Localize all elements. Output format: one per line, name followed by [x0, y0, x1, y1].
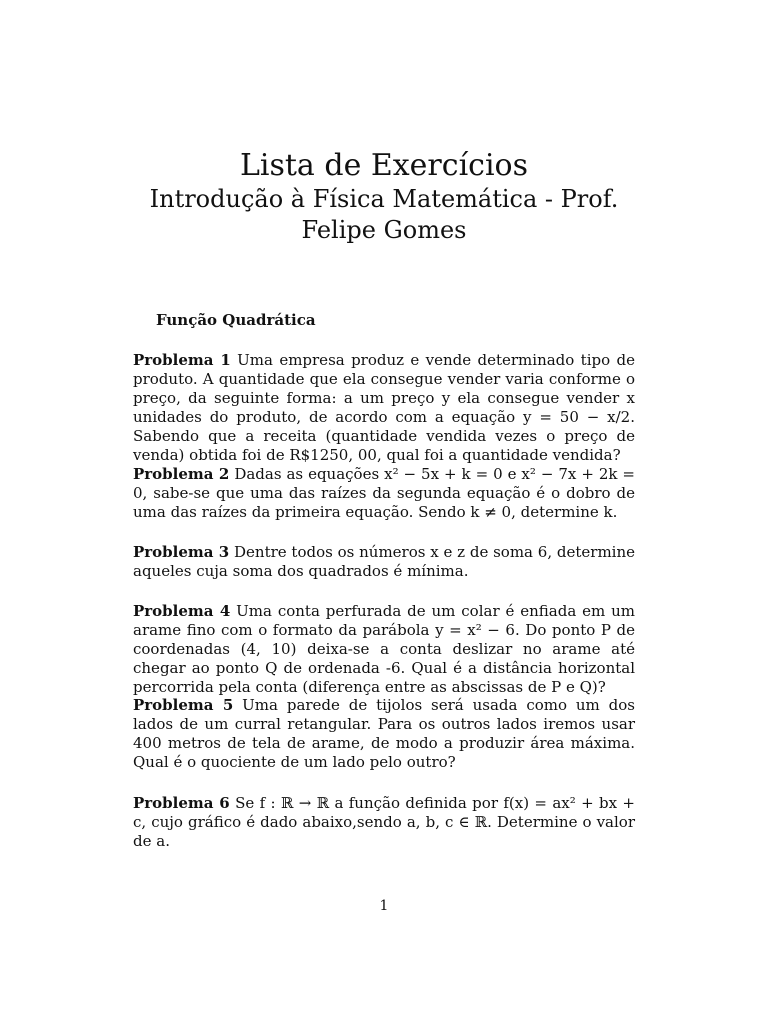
problem-3	[133, 543, 635, 581]
problem-label: Problema 5	[133, 696, 234, 714]
document-subtitle: Introdução à Física Matemática - Prof. Felipe Gomes	[149, 185, 619, 244]
problem-label: Problema 1	[133, 351, 231, 369]
section-heading: Função Quadrática	[156, 311, 316, 329]
page-number: 1	[379, 898, 389, 914]
problem-6	[133, 794, 635, 851]
problem-4	[133, 602, 635, 697]
document-title: Lista de Exercícios	[239, 148, 529, 183]
problem-5	[133, 696, 635, 772]
problem-2	[133, 465, 635, 522]
problem-label: Problema 4	[133, 602, 231, 620]
problem-label: Problema 2	[133, 465, 230, 483]
problem-label: Problema 3	[133, 543, 230, 561]
problem-text: Se f : ℝ → ℝ a função definida por f(x) = ax² + bx + c, cujo gráfico é dado abaixo,sendo a, b, c ∈ ℝ. Determine o valor de a.	[133, 794, 635, 850]
problem-text: Dadas as equações x² − 5x + k = 0 e x² − 7x + 2k = 0, sabe-se que uma das raízes da segunda equação é o dobro de uma das raízes da primeira equação. Sendo k ≠ 0, determine k.	[133, 465, 635, 521]
problem-label: Problema 6	[133, 794, 230, 812]
problem-text: Uma conta perfurada de um colar é enfiada em um arame fino com o formato da parábola y = x² − 6. Do ponto P de coordenadas (4, 10) deixa-se a conta deslizar no arame até chegar ao ponto Q de ordenada -6. Qual é a distância horizontal percorrida pela conta (diferença entre as abscissas de P e Q)?	[133, 602, 635, 696]
problem-1	[133, 351, 635, 465]
problem-text: Uma empresa produz e vende determinado tipo de produto. A quantidade que ela consegue vender varia conforme o preço, da seguinte forma: a um preço y ela consegue vender x unidades do produto, de acordo com a equação y = 50 − x/2. Sabendo que a receita (quantidade vendida vezes o preço de venda) obtida foi de R$1250, 00, qual foi a quantidade vendida?	[133, 351, 635, 464]
problem-text: Uma parede de tijolos será usada como um dos lados de um curral retangular. Para os outros lados iremos usar 400 metros de tela de arame, de modo a produzir área máxima. Qual é o quociente de um lado pelo outro?	[133, 696, 635, 771]
problem-text: Dentre todos os números x e z de soma 6, determine aqueles cuja soma dos quadrados é mínima.	[133, 543, 636, 580]
